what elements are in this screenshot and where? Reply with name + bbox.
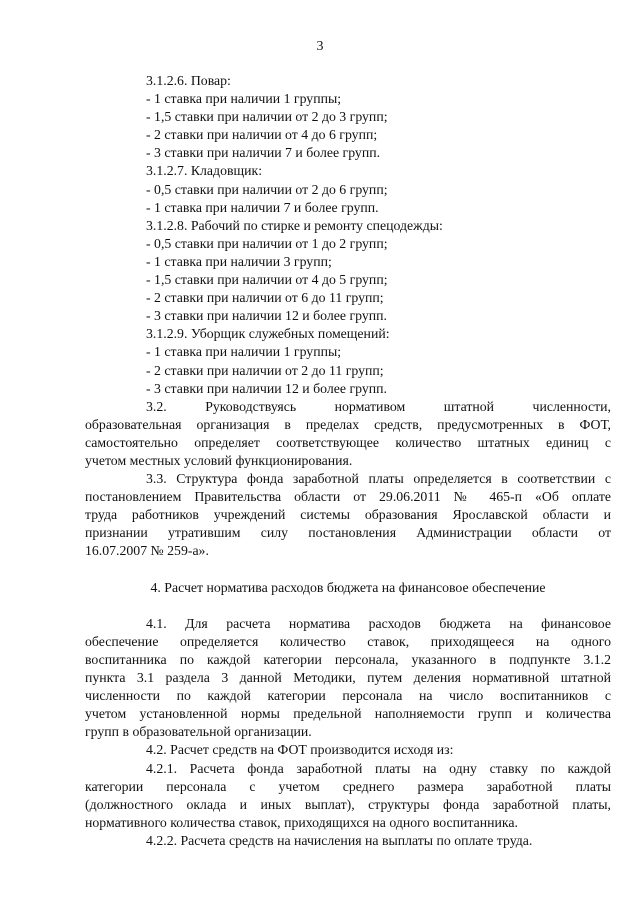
text-line: - 0,5 ставки при наличии от 1 до 2 групп; [146,235,388,251]
text-line: труда работников учреждений системы образования Ярославской области и [85,507,611,523]
text-line: 3.2. Руководствуясь нормативом штатной численности, [146,398,611,414]
text-line: учетом установленной нормы предельной наполняемости групп и количества [85,706,611,722]
section-4-text [85,615,611,850]
text-line: 4.1. Для расчета норматива расходов бюджета на финансовое [146,615,611,631]
text-line: - 3 ставки при наличии 7 и более групп. [146,145,381,161]
text-line: - 3 ставки при наличии 12 и более групп. [146,308,387,324]
text-line: численности по каждой категории персонала на число воспитанников с [85,688,611,704]
text-line: - 2 ставки при наличии от 4 до 6 групп; [146,127,378,143]
text-line: - 2 ставки при наличии от 2 до 11 групп; [146,362,384,378]
text-line: - 1 ставка при наличии 1 группы; [146,344,342,360]
text-line: 3.1.2.7. Кладовщик: [146,163,263,179]
text-line: (должностного оклада и иных выплат), структуры фонда заработной платы, [85,796,611,812]
text-line: - 1 ставка при наличии 1 группы; [146,91,342,107]
text-line: 3.1.2.8. Рабочий по стирке и ремонту спецодежды: [146,217,443,233]
text-line: категории персонала с учетом среднего размера заработной платы [85,778,611,794]
text-line: нормативного количества ставок, приходящихся на одного воспитанника. [85,814,518,830]
text-line: - 2 ставки при наличии от 6 до 11 групп; [146,290,384,306]
section-heading: 4. Расчет норматива расходов бюджета на финансовое обеспечение [150,579,546,595]
text-line: пункта 3.1 раздела 3 данной Методики, путем деления нормативной штатной [85,670,611,686]
text-line: учетом местных условий функционирования. [85,452,353,468]
text-line: 16.07.2007 № 259-а». [85,543,209,559]
spacer [85,561,611,579]
section-3-text [85,72,611,561]
text-line: - 1,5 ставки при наличии от 4 до 5 групп; [146,272,388,288]
text-line: признании утратившим силу постановления Администрации области от [85,525,611,541]
text-line: 3.3. Структура фонда заработной платы определяется в соответствии с [146,471,611,487]
text-line: воспитанника по каждой категории персонала, указанного в подпункте 3.1.2 [85,652,611,667]
text-line: - 1 ставка при наличии 7 и более групп. [146,199,379,215]
text-line: - 1 ставка при наличии 3 групп; [146,253,332,269]
text-line: - 0,5 ставки при наличии от 2 до 6 групп; [146,181,388,197]
text-line: 4.2.1. Расчета фонда заработной платы на одну ставку по каждой [146,760,611,776]
text-line: 4.2. Расчет средств на ФОТ производится исходя из: [146,742,454,758]
text-line: 3.1.2.6. Повар: [146,73,231,88]
text-line: групп в образовательной организации. [85,724,312,740]
text-line: самостоятельно определяет соответствующее количество штатных единиц с [85,434,611,450]
text-line: образовательная организация в пределах средств, предусмотренных в ФОТ, [85,416,611,432]
document-body [85,72,611,850]
text-line: - 3 ставки при наличии 12 и более групп. [146,380,387,396]
spacer [85,597,611,615]
text-line: - 1,5 ставки при наличии от 2 до 3 групп; [146,109,388,125]
text-line: обеспечение определяется количество ставок, приходящееся на одного [85,633,611,649]
text-line: 3.1.2.9. Уборщик служебных помещений: [146,326,390,342]
page-number: 3 [316,39,324,54]
text-line: 4.2.2. Расчета средств на начисления на выплаты по оплате труда. [146,832,533,848]
text-line: постановлением Правительства области от 29.06.2011 № 465-п «Об оплате [85,489,611,505]
